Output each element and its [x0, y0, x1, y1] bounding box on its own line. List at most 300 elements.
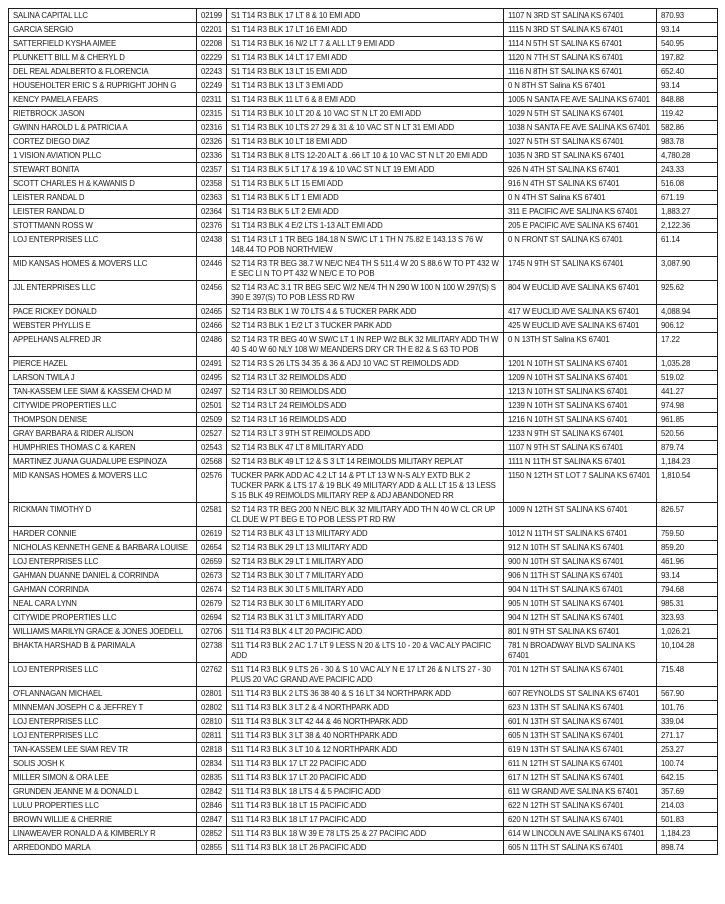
parcel-id-cell: 02855: [197, 841, 227, 855]
parcel-id-cell: 02501: [197, 399, 227, 413]
table-row: [9, 503, 718, 527]
property-address-cell: 0 N 4TH ST Salina KS 67401: [504, 191, 657, 205]
legal-description-cell: S1 T14 R3 BLK 17 LT 16 EMI ADD: [227, 23, 504, 37]
parcel-id-cell: 02673: [197, 569, 227, 583]
amount-cell: 93.14: [657, 23, 718, 37]
amount-cell: 642.15: [657, 771, 718, 785]
property-address-cell: 1005 N SANTA FE AVE SALINA KS 67401: [504, 93, 657, 107]
legal-description-cell: S1 T14 R3 BLK 16 N/2 LT 7 & ALL LT 9 EMI ADD: [227, 37, 504, 51]
legal-description-cell: S1 T14 R3 BLK 17 LT 8 & 10 EMI ADD: [227, 9, 504, 23]
legal-description-cell: S1 T14 R3 BLK 5 LT 15 EMI ADD: [227, 177, 504, 191]
legal-description-cell: S11 T14 R3 BLK 18 W 39 E 78 LTS 25 & 27 PACIFIC ADD: [227, 827, 504, 841]
owner-name-cell: MID KANSAS HOMES & MOVERS LLC: [9, 469, 197, 503]
property-address-cell: 1116 N 8TH ST SALINA KS 67401: [504, 65, 657, 79]
table-row: [9, 121, 718, 135]
table-row: [9, 79, 718, 93]
amount-cell: 759.50: [657, 527, 718, 541]
amount-cell: 1,184.23: [657, 455, 718, 469]
legal-description-cell: S11 T14 R3 BLK 4 LT 20 PACIFIC ADD: [227, 625, 504, 639]
property-address-cell: 1012 N 11TH ST SALINA KS 67401: [504, 527, 657, 541]
amount-cell: 253.27: [657, 743, 718, 757]
table-row: [9, 191, 718, 205]
owner-name-cell: SATTERFIELD KYSHA AIMEE: [9, 37, 197, 51]
amount-cell: 961.85: [657, 413, 718, 427]
parcel-id-cell: 02543: [197, 441, 227, 455]
amount-cell: 93.14: [657, 569, 718, 583]
table-row: [9, 757, 718, 771]
owner-name-cell: STEWART BONITA: [9, 163, 197, 177]
legal-description-cell: S11 T14 R3 BLK 18 LT 15 PACIFIC ADD: [227, 799, 504, 813]
parcel-id-cell: 02834: [197, 757, 227, 771]
property-address-cell: 1213 N 10TH ST SALINA KS 67401: [504, 385, 657, 399]
property-address-cell: 1201 N 10TH ST SALINA KS 67401: [504, 357, 657, 371]
amount-cell: 441.27: [657, 385, 718, 399]
parcel-id-cell: 02852: [197, 827, 227, 841]
parcel-id-cell: 02762: [197, 663, 227, 687]
amount-cell: 985.31: [657, 597, 718, 611]
parcel-id-cell: 02811: [197, 729, 227, 743]
owner-name-cell: THOMPSON DENISE: [9, 413, 197, 427]
amount-cell: 1,184.23: [657, 827, 718, 841]
legal-description-cell: S2 T14 R3 LT 3 9TH ST REIMOLDS ADD: [227, 427, 504, 441]
owner-name-cell: O'FLANNAGAN MICHAEL: [9, 687, 197, 701]
owner-name-cell: 1 VISION AVIATION PLLC: [9, 149, 197, 163]
records-table-body: [9, 9, 718, 855]
amount-cell: 859.20: [657, 541, 718, 555]
parcel-id-cell: 02465: [197, 305, 227, 319]
amount-cell: 715.48: [657, 663, 718, 687]
legal-description-cell: S2 T14 R3 LT 30 REIMOLDS ADD: [227, 385, 504, 399]
property-address-cell: 619 N 13TH ST SALINA KS 67401: [504, 743, 657, 757]
legal-description-cell: S2 T14 R3 TR BEG 38.7 W NE/C NE4 TH S 511.4 W 20 S 88.6 W TO PT 432 W E SEC LI N TO PT 432 W NE/C E TO POB: [227, 257, 504, 281]
owner-name-cell: MINNEMAN JOSEPH C & JEFFREY T: [9, 701, 197, 715]
table-row: [9, 135, 718, 149]
amount-cell: 4,780.28: [657, 149, 718, 163]
table-row: [9, 319, 718, 333]
parcel-id-cell: 02336: [197, 149, 227, 163]
amount-cell: 339.04: [657, 715, 718, 729]
amount-cell: 1,883.27: [657, 205, 718, 219]
table-row: [9, 785, 718, 799]
property-address-cell: 417 W EUCLID AVE SALINA KS 67401: [504, 305, 657, 319]
legal-description-cell: S1 T14 R3 BLK 8 LTS 12-20 ALT & .66 LT 10 & 10 VAC ST N LT 20 EMI ADD: [227, 149, 504, 163]
parcel-id-cell: 02654: [197, 541, 227, 555]
owner-name-cell: LINAWEAVER RONALD A & KIMBERLY R: [9, 827, 197, 841]
table-row: [9, 729, 718, 743]
parcel-id-cell: 02706: [197, 625, 227, 639]
legal-description-cell: S11 T14 R3 BLK 17 LT 22 PACIFIC ADD: [227, 757, 504, 771]
property-address-cell: 1111 N 11TH ST SALINA KS 67401: [504, 455, 657, 469]
legal-description-cell: S11 T14 R3 BLK 18 LT 17 PACIFIC ADD: [227, 813, 504, 827]
property-address-cell: 1114 N 5TH ST SALINA KS 67401: [504, 37, 657, 51]
amount-cell: 61.14: [657, 233, 718, 257]
amount-cell: 4,088.94: [657, 305, 718, 319]
parcel-id-cell: 02835: [197, 771, 227, 785]
legal-description-cell: S1 T14 R3 BLK 5 LT 1 EMI ADD: [227, 191, 504, 205]
amount-cell: 983.78: [657, 135, 718, 149]
table-row: [9, 597, 718, 611]
property-address-cell: 801 N 9TH ST SALINA KS 67401: [504, 625, 657, 639]
property-address-cell: 916 N 4TH ST SALINA KS 67401: [504, 177, 657, 191]
property-address-cell: 1107 N 3RD ST SALINA KS 67401: [504, 9, 657, 23]
legal-description-cell: S11 T14 R3 BLK 17 LT 20 PACIFIC ADD: [227, 771, 504, 785]
owner-name-cell: GRAY BARBARA & RIDER ALISON: [9, 427, 197, 441]
owner-name-cell: RIETBROCK JASON: [9, 107, 197, 121]
parcel-id-cell: 02674: [197, 583, 227, 597]
parcel-id-cell: 02358: [197, 177, 227, 191]
property-address-cell: 905 N 10TH ST SALINA KS 67401: [504, 597, 657, 611]
parcel-id-cell: 02581: [197, 503, 227, 527]
legal-description-cell: S1 T14 R3 BLK 5 LT 17 & 19 & 10 VAC ST N LT 19 EMI ADD: [227, 163, 504, 177]
amount-cell: 652.40: [657, 65, 718, 79]
table-row: [9, 583, 718, 597]
legal-description-cell: S2 T14 R3 AC 3.1 TR BEG SE/C W/2 NE/4 TH N 290 W 100 N 100 W 297(S) S 390 E 397(S) TO POB LESS RD RW: [227, 281, 504, 305]
property-address-cell: 611 N 12TH ST SALINA KS 67401: [504, 757, 657, 771]
owner-name-cell: APPELHANS ALFRED JR: [9, 333, 197, 357]
property-address-cell: 1038 N SANTA FE AVE SALINA KS 67401: [504, 121, 657, 135]
amount-cell: 519.02: [657, 371, 718, 385]
owner-name-cell: LARSON TWILA J: [9, 371, 197, 385]
legal-description-cell: S11 T14 R3 BLK 18 LT 26 PACIFIC ADD: [227, 841, 504, 855]
legal-description-cell: S1 T14 R3 BLK 11 LT 6 & 8 EMI ADD: [227, 93, 504, 107]
parcel-id-cell: 02576: [197, 469, 227, 503]
property-address-cell: 623 N 13TH ST SALINA KS 67401: [504, 701, 657, 715]
amount-cell: 214.03: [657, 799, 718, 813]
amount-cell: 870.93: [657, 9, 718, 23]
legal-description-cell: TUCKER PARK ADD AC 4.2 LT 14 & PT LT 13 W N-S ALY EXTD BLK 2 TUCKER PARK & LTS 17 & 19 BLK 49 MILITARY ADD & ALL LT 15 & 13 LESS S 15 BLK 49 REIMOLDS MILITARY REP & ADJ ABANDONED RR: [227, 469, 504, 503]
property-address-cell: 0 N FRONT ST SALINA KS 67401: [504, 233, 657, 257]
amount-cell: 1,810.54: [657, 469, 718, 503]
parcel-id-cell: 02249: [197, 79, 227, 93]
parcel-id-cell: 02466: [197, 319, 227, 333]
legal-description-cell: S2 T14 R3 TR BEG 40 W SW/C LT 1 IN REP W/2 BLK 32 MILITARY ADD TH W 40 S 40 W 60 NLY 108 W/ MEANDERS DRY CR TH E 82 & S 63 TO POB: [227, 333, 504, 357]
owner-name-cell: CITYWIDE PROPERTIES LLC: [9, 399, 197, 413]
owner-name-cell: SCOTT CHARLES H & KAWANIS D: [9, 177, 197, 191]
table-row: [9, 305, 718, 319]
table-row: [9, 399, 718, 413]
legal-description-cell: S11 T14 R3 BLK 3 LT 10 & 12 NORTHPARK ADD: [227, 743, 504, 757]
legal-description-cell: S11 T14 R3 BLK 3 LT 2 & 4 NORTHPARK ADD: [227, 701, 504, 715]
owner-name-cell: ARREDONDO MARLA: [9, 841, 197, 855]
amount-cell: 794.68: [657, 583, 718, 597]
property-address-cell: 617 N 12TH ST SALINA KS 67401: [504, 771, 657, 785]
property-address-cell: 1150 N 12TH ST LOT 7 SALINA KS 67401: [504, 469, 657, 503]
table-row: [9, 371, 718, 385]
property-address-cell: 622 N 12TH ST SALINA KS 67401: [504, 799, 657, 813]
property-address-cell: 1029 N 5TH ST SALINA KS 67401: [504, 107, 657, 121]
owner-name-cell: CORTEZ DIEGO DIAZ: [9, 135, 197, 149]
property-address-cell: 0 N 13TH ST Salina KS 67401: [504, 333, 657, 357]
table-row: [9, 639, 718, 663]
owner-name-cell: HOUSEHOLTER ERIC S & RUPRIGHT JOHN G: [9, 79, 197, 93]
amount-cell: 93.14: [657, 79, 718, 93]
table-row: [9, 163, 718, 177]
property-address-cell: 607 REYNOLDS ST SALINA KS 67401: [504, 687, 657, 701]
property-address-cell: 904 N 12TH ST SALINA KS 67401: [504, 611, 657, 625]
amount-cell: 1,026.21: [657, 625, 718, 639]
property-address-cell: 906 N 11TH ST SALINA KS 67401: [504, 569, 657, 583]
table-row: [9, 743, 718, 757]
table-row: [9, 455, 718, 469]
owner-name-cell: GAHMAN DUANNE DANIEL & CORRINDA: [9, 569, 197, 583]
property-address-cell: 1120 N 7TH ST SALINA KS 67401: [504, 51, 657, 65]
owner-name-cell: NEAL CARA LYNN: [9, 597, 197, 611]
legal-description-cell: S1 T14 R3 BLK 13 LT 15 EMI ADD: [227, 65, 504, 79]
owner-name-cell: SOLIS JOSH K: [9, 757, 197, 771]
amount-cell: 974.98: [657, 399, 718, 413]
table-row: [9, 813, 718, 827]
table-row: [9, 357, 718, 371]
owner-name-cell: WILLIAMS MARILYN GRACE & JONES JOEDELL: [9, 625, 197, 639]
parcel-id-cell: 02847: [197, 813, 227, 827]
property-address-cell: 601 N 13TH ST SALINA KS 67401: [504, 715, 657, 729]
table-row: [9, 541, 718, 555]
amount-cell: 898.74: [657, 841, 718, 855]
amount-cell: 582.86: [657, 121, 718, 135]
amount-cell: 906.12: [657, 319, 718, 333]
owner-name-cell: LEISTER RANDAL D: [9, 191, 197, 205]
legal-description-cell: S2 T14 R3 LT 32 REIMOLDS ADD: [227, 371, 504, 385]
legal-description-cell: S1 T14 R3 BLK 14 LT 17 EMI ADD: [227, 51, 504, 65]
property-address-cell: 611 W GRAND AVE SALINA KS 67401: [504, 785, 657, 799]
tax-records-table: [8, 8, 718, 855]
property-address-cell: 1027 N 5TH ST SALINA KS 67401: [504, 135, 657, 149]
parcel-id-cell: 02243: [197, 65, 227, 79]
legal-description-cell: S2 T14 R3 BLK 47 LT 8 MILITARY ADD: [227, 441, 504, 455]
legal-description-cell: S1 T14 R3 BLK 10 LT 20 & 10 VAC ST N LT 20 EMI ADD: [227, 107, 504, 121]
legal-description-cell: S11 T14 R3 BLK 2 AC 1.7 LT 9 LESS N 20 & LTS 10 - 20 & VAC ALY PACIFIC ADD: [227, 639, 504, 663]
owner-name-cell: BHAKTA HARSHAD B & PARIMALA: [9, 639, 197, 663]
owner-name-cell: STOTTMANN ROSS W: [9, 219, 197, 233]
parcel-id-cell: 02316: [197, 121, 227, 135]
amount-cell: 540.95: [657, 37, 718, 51]
legal-description-cell: S1 T14 R3 BLK 4 E/2 LTS 1-13 ALT EMI ADD: [227, 219, 504, 233]
parcel-id-cell: 02679: [197, 597, 227, 611]
property-address-cell: 1216 N 10TH ST SALINA KS 67401: [504, 413, 657, 427]
legal-description-cell: S2 T14 R3 LT 24 REIMOLDS ADD: [227, 399, 504, 413]
owner-name-cell: NICHOLAS KENNETH GENE & BARBARA LOUISE: [9, 541, 197, 555]
legal-description-cell: S11 T14 R3 BLK 18 LTS 4 & 5 PACIFIC ADD: [227, 785, 504, 799]
legal-description-cell: S2 T14 R3 BLK 30 LT 6 MILITARY ADD: [227, 597, 504, 611]
amount-cell: 100.74: [657, 757, 718, 771]
parcel-id-cell: 02568: [197, 455, 227, 469]
parcel-id-cell: 02738: [197, 639, 227, 663]
parcel-id-cell: 02694: [197, 611, 227, 625]
parcel-id-cell: 02842: [197, 785, 227, 799]
table-row: [9, 701, 718, 715]
legal-description-cell: S2 T14 R3 BLK 30 LT 7 MILITARY ADD: [227, 569, 504, 583]
amount-cell: 17.22: [657, 333, 718, 357]
owner-name-cell: LOJ ENTERPRISES LLC: [9, 663, 197, 687]
property-address-cell: 1209 N 10TH ST SALINA KS 67401: [504, 371, 657, 385]
owner-name-cell: LOJ ENTERPRISES LLC: [9, 555, 197, 569]
legal-description-cell: S11 T14 R3 BLK 3 LT 38 & 40 NORTHPARK ADD: [227, 729, 504, 743]
owner-name-cell: SALINA CAPITAL LLC: [9, 9, 197, 23]
amount-cell: 1,035.28: [657, 357, 718, 371]
parcel-id-cell: 02802: [197, 701, 227, 715]
table-row: [9, 37, 718, 51]
amount-cell: 2,122.36: [657, 219, 718, 233]
table-row: [9, 469, 718, 503]
table-row: [9, 149, 718, 163]
property-address-cell: 701 N 12TH ST SALINA KS 67401: [504, 663, 657, 687]
property-address-cell: 425 W EUCLID AVE SALINA KS 67401: [504, 319, 657, 333]
parcel-id-cell: 02315: [197, 107, 227, 121]
parcel-id-cell: 02527: [197, 427, 227, 441]
property-address-cell: 1745 N 9TH ST SALINA KS 67401: [504, 257, 657, 281]
amount-cell: 925.62: [657, 281, 718, 305]
owner-name-cell: LULU PROPERTIES LLC: [9, 799, 197, 813]
parcel-id-cell: 02801: [197, 687, 227, 701]
table-row: [9, 441, 718, 455]
owner-name-cell: TAN-KASSEM LEE SIAM REV TR: [9, 743, 197, 757]
table-row: [9, 427, 718, 441]
parcel-id-cell: 02201: [197, 23, 227, 37]
property-address-cell: 912 N 10TH ST SALINA KS 67401: [504, 541, 657, 555]
table-row: [9, 827, 718, 841]
legal-description-cell: S1 T14 R3 BLK 10 LTS 27 29 & 31 & 10 VAC ST N LT 31 EMI ADD: [227, 121, 504, 135]
amount-cell: 323.93: [657, 611, 718, 625]
owner-name-cell: PIERCE HAZEL: [9, 357, 197, 371]
table-row: [9, 771, 718, 785]
amount-cell: 10,104.28: [657, 639, 718, 663]
amount-cell: 848.88: [657, 93, 718, 107]
parcel-id-cell: 02208: [197, 37, 227, 51]
amount-cell: 243.33: [657, 163, 718, 177]
legal-description-cell: S2 T14 R3 BLK 29 LT 13 MILITARY ADD: [227, 541, 504, 555]
table-row: [9, 333, 718, 357]
owner-name-cell: KENCY PAMELA FEARS: [9, 93, 197, 107]
owner-name-cell: LOJ ENTERPRISES LLC: [9, 729, 197, 743]
owner-name-cell: MILLER SIMON & ORA LEE: [9, 771, 197, 785]
table-row: [9, 219, 718, 233]
amount-cell: 516.08: [657, 177, 718, 191]
legal-description-cell: S2 T14 R3 LT 16 REIMOLDS ADD: [227, 413, 504, 427]
parcel-id-cell: 02326: [197, 135, 227, 149]
owner-name-cell: HARDER CONNIE: [9, 527, 197, 541]
amount-cell: 271.17: [657, 729, 718, 743]
owner-name-cell: WEBSTER PHYLLIS E: [9, 319, 197, 333]
property-address-cell: 1009 N 12TH ST SALINA KS 67401: [504, 503, 657, 527]
table-row: [9, 715, 718, 729]
table-row: [9, 51, 718, 65]
owner-name-cell: CITYWIDE PROPERTIES LLC: [9, 611, 197, 625]
property-address-cell: 605 N 13TH ST SALINA KS 67401: [504, 729, 657, 743]
parcel-id-cell: 02509: [197, 413, 227, 427]
table-row: [9, 569, 718, 583]
property-address-cell: 804 W EUCLID AVE SALINA KS 67401: [504, 281, 657, 305]
legal-description-cell: S1 T14 R3 BLK 10 LT 18 EMI ADD: [227, 135, 504, 149]
parcel-id-cell: 02491: [197, 357, 227, 371]
owner-name-cell: GARCIA SERGIO: [9, 23, 197, 37]
property-address-cell: 0 N 8TH ST Salina KS 67401: [504, 79, 657, 93]
parcel-id-cell: 02357: [197, 163, 227, 177]
amount-cell: 501.83: [657, 813, 718, 827]
legal-description-cell: S11 T14 R3 BLK 3 LT 42 44 & 46 NORTHPARK ADD: [227, 715, 504, 729]
property-address-cell: 1115 N 3RD ST SALINA KS 67401: [504, 23, 657, 37]
property-address-cell: 904 N 11TH ST SALINA KS 67401: [504, 583, 657, 597]
legal-description-cell: S1 T14 R3 BLK 5 LT 2 EMI ADD: [227, 205, 504, 219]
table-row: [9, 841, 718, 855]
parcel-id-cell: 02495: [197, 371, 227, 385]
amount-cell: 101.76: [657, 701, 718, 715]
property-address-cell: 311 E PACIFIC AVE SALINA KS 67401: [504, 205, 657, 219]
parcel-id-cell: 02497: [197, 385, 227, 399]
parcel-id-cell: 02446: [197, 257, 227, 281]
owner-name-cell: RICKMAN TIMOTHY D: [9, 503, 197, 527]
legal-description-cell: S11 T14 R3 BLK 2 LTS 36 38 40 & S 16 LT 34 NORTHPARK ADD: [227, 687, 504, 701]
property-address-cell: 926 N 4TH ST SALINA KS 67401: [504, 163, 657, 177]
legal-description-cell: S2 T14 R3 BLK 29 LT 1 MILITARY ADD: [227, 555, 504, 569]
table-row: [9, 233, 718, 257]
property-address-cell: 1233 N 9TH ST SALINA KS 67401: [504, 427, 657, 441]
table-row: [9, 107, 718, 121]
amount-cell: 671.19: [657, 191, 718, 205]
table-row: [9, 205, 718, 219]
legal-description-cell: S2 T14 R3 BLK 31 LT 3 MILITARY ADD: [227, 611, 504, 625]
table-row: [9, 527, 718, 541]
owner-name-cell: MID KANSAS HOMES & MOVERS LLC: [9, 257, 197, 281]
parcel-id-cell: 02229: [197, 51, 227, 65]
table-row: [9, 93, 718, 107]
amount-cell: 826.57: [657, 503, 718, 527]
legal-description-cell: S2 T14 R3 BLK 1 W 70 LTS 4 & 5 TUCKER PARK ADD: [227, 305, 504, 319]
property-address-cell: 205 E PACIFIC AVE SALINA KS 67401: [504, 219, 657, 233]
legal-description-cell: S2 T14 R3 BLK 43 LT 13 MILITARY ADD: [227, 527, 504, 541]
amount-cell: 520.56: [657, 427, 718, 441]
table-row: [9, 413, 718, 427]
table-row: [9, 177, 718, 191]
legal-description-cell: S2 T14 R3 BLK 49 LT 12 & S 3 LT 14 REIMOLDS MILITARY REPLAT: [227, 455, 504, 469]
property-address-cell: 614 W LINCOLN AVE SALINA KS 67401: [504, 827, 657, 841]
property-address-cell: 605 N 11TH ST SALINA KS 67401: [504, 841, 657, 855]
amount-cell: 119.42: [657, 107, 718, 121]
parcel-id-cell: 02311: [197, 93, 227, 107]
owner-name-cell: LOJ ENTERPRISES LLC: [9, 715, 197, 729]
parcel-id-cell: 02810: [197, 715, 227, 729]
legal-description-cell: S2 T14 R3 BLK 1 E/2 LT 3 TUCKER PARK ADD: [227, 319, 504, 333]
owner-name-cell: GAHMAN CORRINDA: [9, 583, 197, 597]
table-row: [9, 281, 718, 305]
owner-name-cell: BROWN WILLIE & CHERRIE: [9, 813, 197, 827]
owner-name-cell: LEISTER RANDAL D: [9, 205, 197, 219]
amount-cell: 3,087.90: [657, 257, 718, 281]
table-row: [9, 555, 718, 569]
table-row: [9, 687, 718, 701]
table-row: [9, 625, 718, 639]
owner-name-cell: LOJ ENTERPRISES LLC: [9, 233, 197, 257]
parcel-id-cell: 02456: [197, 281, 227, 305]
parcel-id-cell: 02846: [197, 799, 227, 813]
parcel-id-cell: 02659: [197, 555, 227, 569]
owner-name-cell: JJL ENTERPRISES LLC: [9, 281, 197, 305]
property-address-cell: 1035 N 3RD ST SALINA KS 67401: [504, 149, 657, 163]
table-row: [9, 611, 718, 625]
owner-name-cell: GRUNDEN JEANNE M & DONALD L: [9, 785, 197, 799]
legal-description-cell: S2 T14 R3 TR BEG 200 N NE/C BLK 32 MILITARY ADD TH N 40 W CL CR UP CL DUE W PT BEG E TO POB LESS PT RD RW: [227, 503, 504, 527]
table-row: [9, 65, 718, 79]
legal-description-cell: S1 T14 R3 LT 1 TR BEG 184.18 N SW/C LT 1 TH N 75.82 E 143.13 S 76 W 148.44 TO POB NORTHVIEW: [227, 233, 504, 257]
owner-name-cell: TAN-KASSEM LEE SIAM & KASSEM CHAD M: [9, 385, 197, 399]
table-row: [9, 385, 718, 399]
amount-cell: 879.74: [657, 441, 718, 455]
table-row: [9, 9, 718, 23]
legal-description-cell: S1 T14 R3 BLK 13 LT 3 EMI ADD: [227, 79, 504, 93]
parcel-id-cell: 02364: [197, 205, 227, 219]
amount-cell: 461.96: [657, 555, 718, 569]
legal-description-cell: S11 T14 R3 BLK 9 LTS 26 - 30 & S 10 VAC ALY N E 17 LT 26 & N LTS 27 - 30 PLUS 20 VAC GRAND AVE PACIFIC ADD: [227, 663, 504, 687]
owner-name-cell: DEL REAL ADALBERTO & FLORENCIA: [9, 65, 197, 79]
